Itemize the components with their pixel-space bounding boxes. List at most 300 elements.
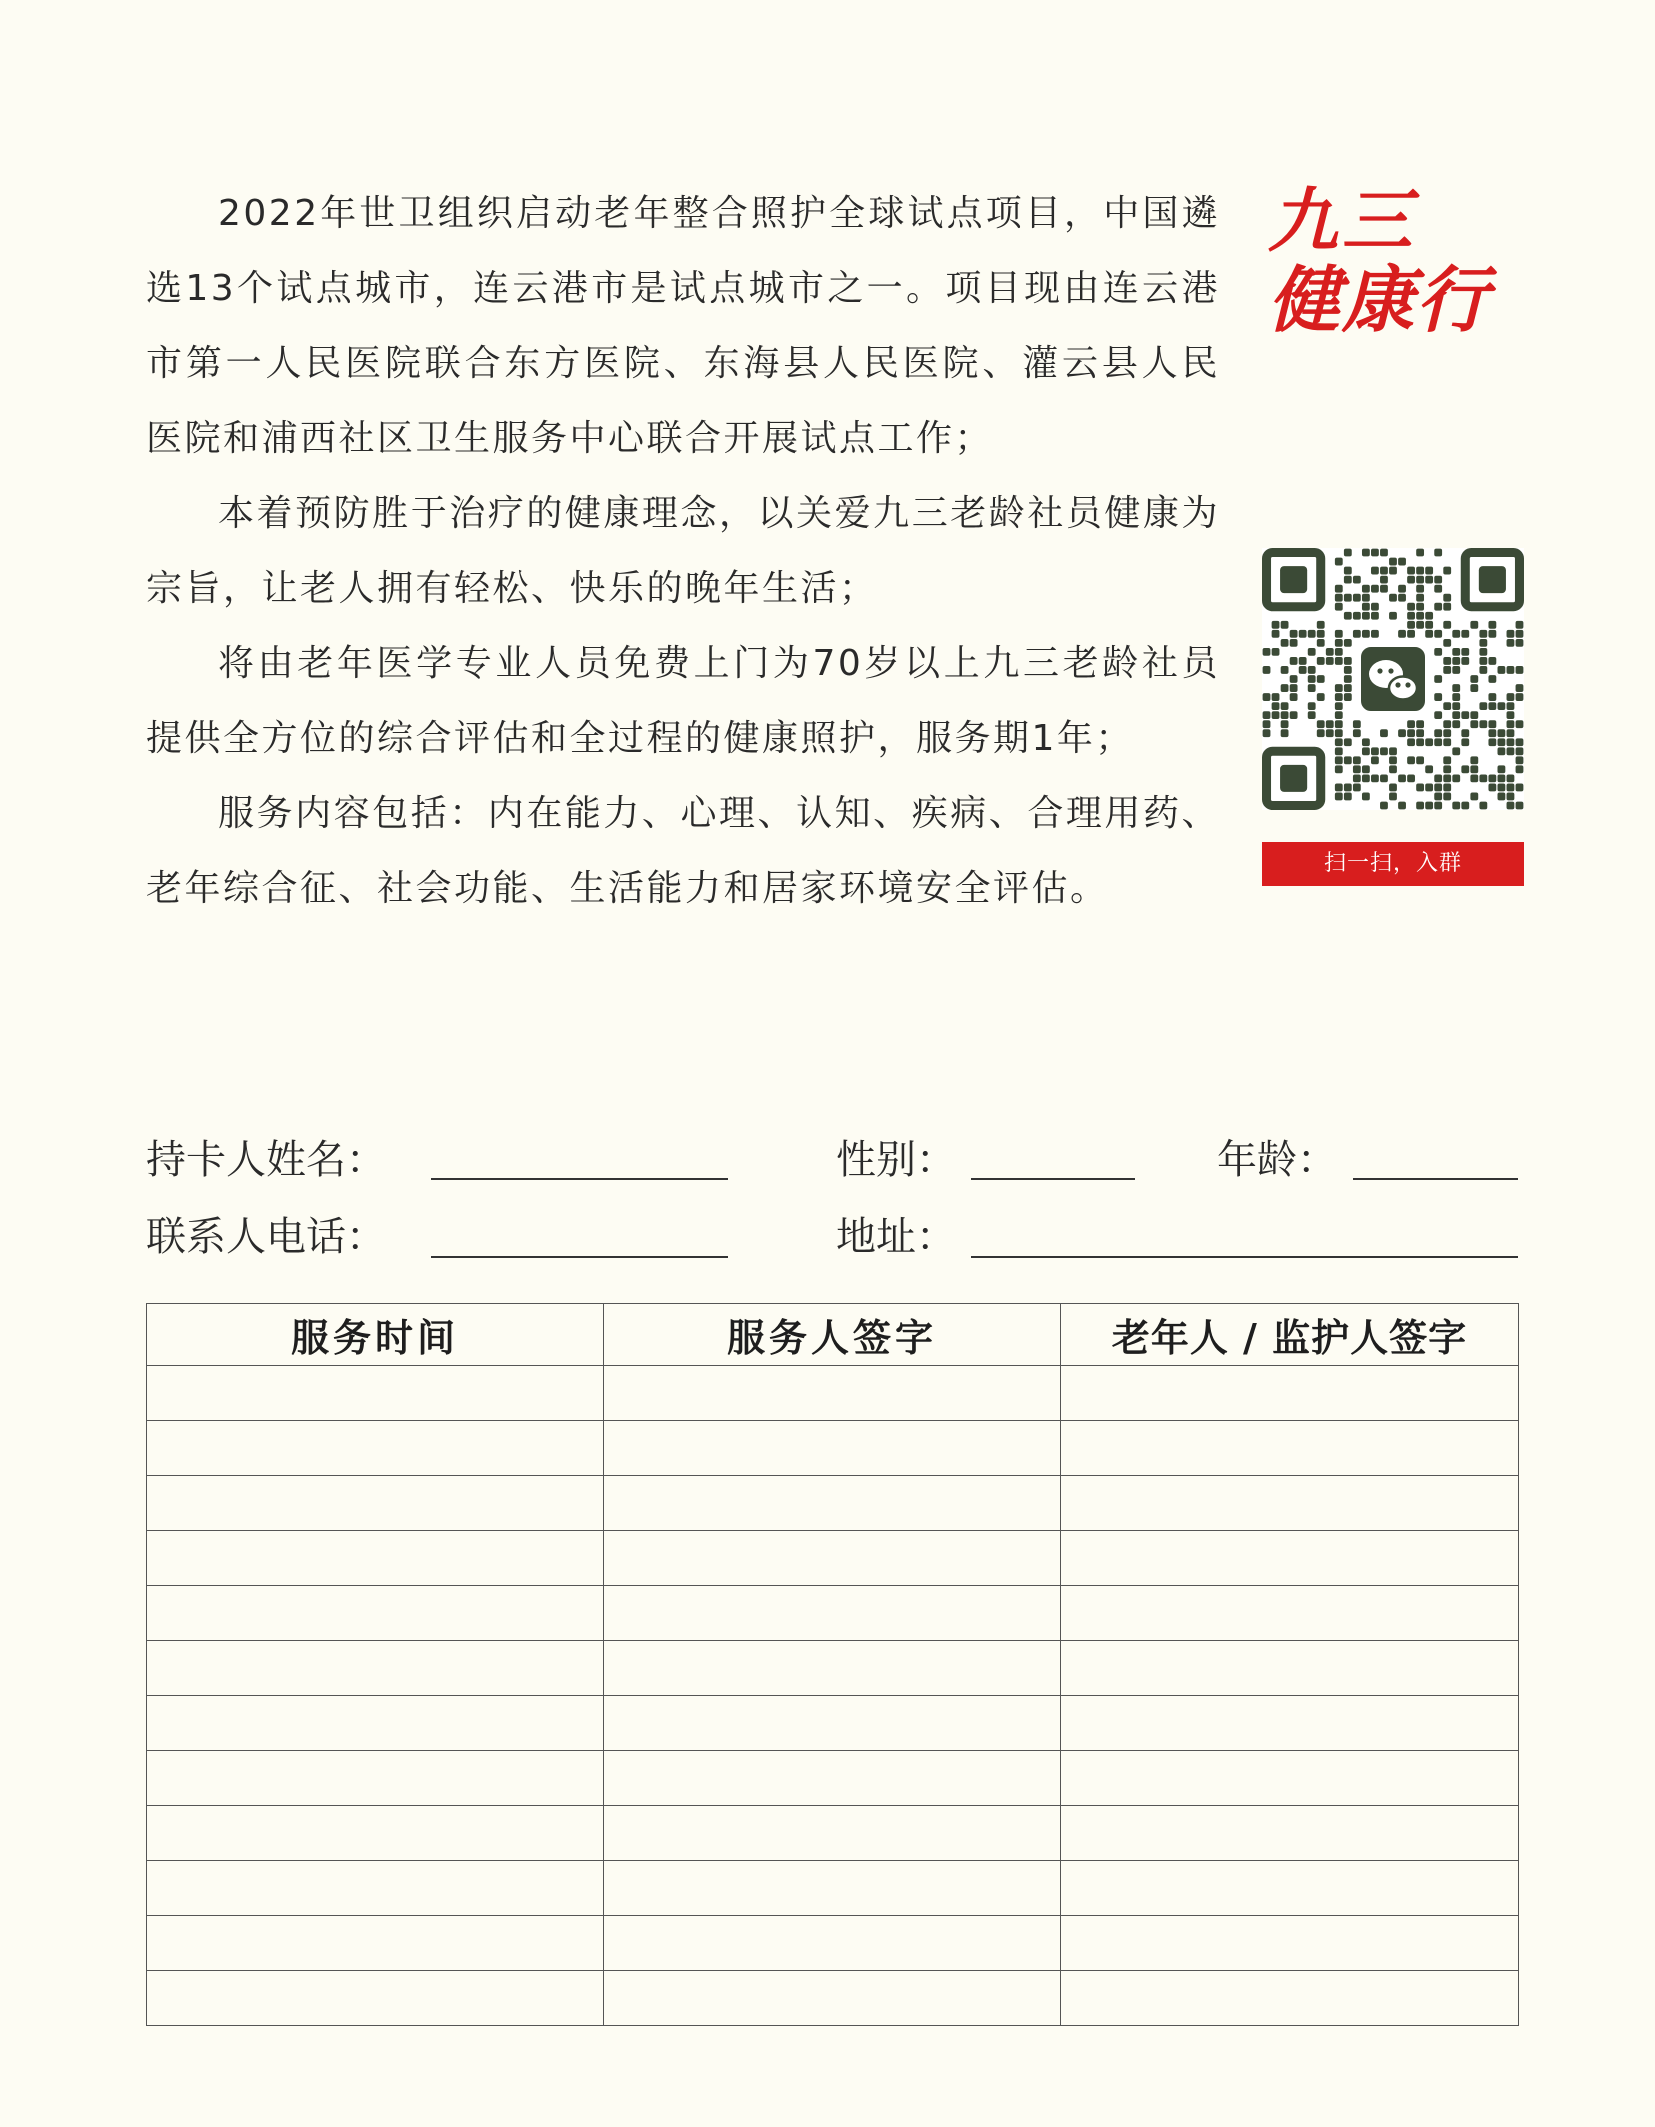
qr-module bbox=[1344, 738, 1352, 746]
qr-module bbox=[1425, 802, 1433, 810]
qr-module bbox=[1516, 630, 1524, 638]
qr-module bbox=[1407, 576, 1415, 584]
cardholder-name-label: 持卡人姓名： bbox=[146, 1137, 386, 1183]
qr-module bbox=[1317, 630, 1325, 638]
table-row bbox=[147, 1421, 1519, 1476]
qr-module bbox=[1425, 621, 1433, 629]
qr-module bbox=[1398, 594, 1406, 602]
provider-signature-cell[interactable] bbox=[604, 1916, 1061, 1971]
qr-module bbox=[1335, 765, 1343, 773]
qr-module bbox=[1398, 558, 1406, 566]
elder-signature-cell[interactable] bbox=[1061, 1916, 1519, 1971]
qr-module bbox=[1507, 720, 1515, 728]
elder-signature-cell[interactable] bbox=[1061, 1641, 1519, 1696]
qr-module bbox=[1407, 729, 1415, 737]
qr-module bbox=[1335, 738, 1343, 746]
table-row bbox=[147, 1971, 1519, 2026]
service-time-cell[interactable] bbox=[147, 1751, 604, 1806]
qr-module bbox=[1362, 747, 1370, 755]
qr-module bbox=[1326, 657, 1334, 665]
qr-module bbox=[1344, 612, 1352, 620]
contact-phone-label: 联系人电话： bbox=[146, 1214, 386, 1260]
table-row bbox=[147, 1751, 1519, 1806]
qr-module bbox=[1362, 612, 1370, 620]
qr-module bbox=[1290, 693, 1298, 701]
qr-module bbox=[1407, 756, 1415, 764]
qr-module bbox=[1317, 720, 1325, 728]
qr-module bbox=[1380, 774, 1388, 782]
qr-module bbox=[1335, 756, 1343, 764]
qr-module bbox=[1281, 711, 1289, 719]
qr-module bbox=[1362, 774, 1370, 782]
qr-module bbox=[1290, 711, 1298, 719]
qr-module bbox=[1443, 765, 1451, 773]
qr-module bbox=[1335, 684, 1343, 692]
qr-module bbox=[1344, 675, 1352, 683]
qr-module bbox=[1516, 693, 1524, 701]
qr-module bbox=[1461, 729, 1469, 737]
qr-module bbox=[1488, 621, 1496, 629]
qr-module bbox=[1470, 675, 1478, 683]
elder-signature-cell[interactable] bbox=[1061, 1586, 1519, 1641]
qr-module bbox=[1470, 774, 1478, 782]
qr-module bbox=[1507, 738, 1515, 746]
gender-label: 性别： bbox=[836, 1137, 956, 1183]
qr-module bbox=[1434, 711, 1442, 719]
qr-module bbox=[1344, 549, 1352, 557]
qr-module bbox=[1498, 765, 1506, 773]
qr-module bbox=[1335, 585, 1343, 593]
qr-module bbox=[1443, 657, 1451, 665]
qr-module bbox=[1479, 666, 1487, 674]
qr-module bbox=[1416, 720, 1424, 728]
qr-module bbox=[1498, 784, 1506, 792]
qr-module bbox=[1281, 666, 1289, 674]
qr-module bbox=[1470, 720, 1478, 728]
qr-module bbox=[1335, 711, 1343, 719]
qr-module bbox=[1452, 648, 1460, 656]
qr-module bbox=[1335, 720, 1343, 728]
qr-module bbox=[1434, 738, 1442, 746]
qr-module bbox=[1380, 585, 1388, 593]
qr-module bbox=[1353, 630, 1361, 638]
qr-module bbox=[1335, 693, 1343, 701]
qr-module bbox=[1470, 765, 1478, 773]
qr-module bbox=[1443, 621, 1451, 629]
qr-module bbox=[1488, 784, 1496, 792]
qr-module bbox=[1344, 639, 1352, 647]
qr-module bbox=[1452, 711, 1460, 719]
qr-module bbox=[1308, 711, 1316, 719]
qr-module bbox=[1434, 793, 1442, 801]
qr-module bbox=[1488, 702, 1496, 710]
qr-module bbox=[1317, 639, 1325, 647]
qr-module bbox=[1479, 720, 1487, 728]
age-field[interactable] bbox=[1353, 1178, 1518, 1180]
qr-module bbox=[1434, 630, 1442, 638]
qr-module bbox=[1290, 657, 1298, 665]
elder-signature-cell[interactable] bbox=[1061, 1366, 1519, 1421]
qr-module bbox=[1516, 784, 1524, 792]
qr-module bbox=[1290, 684, 1298, 692]
qr-module bbox=[1425, 738, 1433, 746]
qr-module bbox=[1407, 621, 1415, 629]
qr-module bbox=[1488, 738, 1496, 746]
qr-module bbox=[1371, 630, 1379, 638]
qr-module bbox=[1516, 747, 1524, 755]
qr-module bbox=[1416, 802, 1424, 810]
qr-module bbox=[1281, 684, 1289, 692]
qr-module bbox=[1389, 793, 1397, 801]
qr-module bbox=[1443, 738, 1451, 746]
qr-module bbox=[1326, 720, 1334, 728]
cardholder-name-field[interactable] bbox=[431, 1178, 728, 1180]
scan-banner: 扫一扫，入群 bbox=[1262, 842, 1524, 886]
qr-module bbox=[1326, 648, 1334, 656]
qr-module bbox=[1389, 765, 1397, 773]
qr-module bbox=[1416, 549, 1424, 557]
elder-signature-cell[interactable] bbox=[1061, 1971, 1519, 2026]
qr-module bbox=[1344, 567, 1352, 575]
qr-module bbox=[1308, 675, 1316, 683]
provider-signature-cell[interactable] bbox=[604, 1586, 1061, 1641]
qr-module bbox=[1488, 774, 1496, 782]
qr-finder-pattern bbox=[1267, 553, 1321, 607]
intro-paragraph: 将由老年医学专业人员免费上门为70岁以上九三老龄社员提供全方位的综合评估和全过程的健康照护，服务期1年； bbox=[146, 643, 1220, 759]
qr-module bbox=[1317, 675, 1325, 683]
service-time-cell[interactable] bbox=[147, 1586, 604, 1641]
qr-module bbox=[1317, 729, 1325, 737]
service-time-cell[interactable] bbox=[147, 1641, 604, 1696]
qr-module bbox=[1416, 603, 1424, 611]
qr-module bbox=[1335, 702, 1343, 710]
qr-module bbox=[1498, 738, 1506, 746]
qr-module bbox=[1407, 603, 1415, 611]
qr-module bbox=[1507, 729, 1515, 737]
qr-module bbox=[1344, 793, 1352, 801]
qr-module bbox=[1371, 756, 1379, 764]
provider-signature-cell[interactable] bbox=[604, 1861, 1061, 1916]
qr-module bbox=[1452, 630, 1460, 638]
qr-module bbox=[1335, 630, 1343, 638]
qr-module bbox=[1479, 702, 1487, 710]
qr-module bbox=[1416, 729, 1424, 737]
service-time-cell[interactable] bbox=[147, 1971, 604, 2026]
elder-signature-cell[interactable] bbox=[1061, 1696, 1519, 1751]
qr-module bbox=[1416, 756, 1424, 764]
qr-module bbox=[1434, 675, 1442, 683]
elder-signature-cell[interactable] bbox=[1061, 1421, 1519, 1476]
qr-module bbox=[1317, 657, 1325, 665]
provider-signature-cell[interactable] bbox=[604, 1366, 1061, 1421]
qr-module bbox=[1389, 567, 1397, 575]
qr-module bbox=[1488, 720, 1496, 728]
qr-module bbox=[1389, 612, 1397, 620]
qr-module bbox=[1461, 648, 1469, 656]
qr-module bbox=[1353, 774, 1361, 782]
qr-module bbox=[1425, 630, 1433, 638]
qr-module bbox=[1362, 765, 1370, 773]
qr-module bbox=[1281, 720, 1289, 728]
qr-module bbox=[1507, 693, 1515, 701]
qr-module bbox=[1479, 639, 1487, 647]
wechat-icon bbox=[1359, 645, 1427, 713]
provider-signature-cell[interactable] bbox=[604, 1421, 1061, 1476]
qr-module bbox=[1335, 558, 1343, 566]
qr-module bbox=[1317, 693, 1325, 701]
qr-module bbox=[1407, 738, 1415, 746]
service-time-cell[interactable] bbox=[147, 1916, 604, 1971]
qr-module bbox=[1416, 585, 1424, 593]
elder-signature-cell[interactable] bbox=[1061, 1751, 1519, 1806]
qr-module bbox=[1488, 693, 1496, 701]
qr-module bbox=[1516, 802, 1524, 810]
qr-module bbox=[1507, 793, 1515, 801]
qr-module bbox=[1263, 648, 1271, 656]
qr-module bbox=[1461, 630, 1469, 638]
qr-module bbox=[1443, 756, 1451, 764]
qr-module bbox=[1470, 711, 1478, 719]
qr-module bbox=[1516, 756, 1524, 764]
qr-module bbox=[1498, 793, 1506, 801]
qr-module bbox=[1434, 549, 1442, 557]
service-time-cell[interactable] bbox=[147, 1806, 604, 1861]
qr-module bbox=[1425, 784, 1433, 792]
qr-module bbox=[1380, 576, 1388, 584]
qr-module bbox=[1452, 802, 1460, 810]
qr-module bbox=[1461, 802, 1469, 810]
qr-module bbox=[1479, 774, 1487, 782]
qr-module bbox=[1299, 666, 1307, 674]
qr-module bbox=[1380, 567, 1388, 575]
qr-module bbox=[1425, 567, 1433, 575]
qr-module bbox=[1290, 630, 1298, 638]
qr-module bbox=[1398, 802, 1406, 810]
qr-module bbox=[1498, 702, 1506, 710]
table-body bbox=[147, 1366, 1519, 2026]
elder-signature-cell[interactable] bbox=[1061, 1861, 1519, 1916]
qr-module bbox=[1443, 774, 1451, 782]
qr-module bbox=[1507, 630, 1515, 638]
gender-field[interactable] bbox=[971, 1178, 1135, 1180]
qr-module bbox=[1281, 621, 1289, 629]
qr-module bbox=[1461, 657, 1469, 665]
qr-module bbox=[1290, 675, 1298, 683]
qr-module bbox=[1498, 666, 1506, 674]
qr-module bbox=[1398, 585, 1406, 593]
qr-module bbox=[1470, 793, 1478, 801]
table-row bbox=[147, 1476, 1519, 1531]
service-time-cell[interactable] bbox=[147, 1696, 604, 1751]
qr-module bbox=[1263, 693, 1271, 701]
qr-module bbox=[1380, 549, 1388, 557]
qr-module bbox=[1416, 576, 1424, 584]
qr-module bbox=[1443, 567, 1451, 575]
table-row bbox=[147, 1806, 1519, 1861]
qr-module bbox=[1434, 802, 1442, 810]
provider-signature-cell[interactable] bbox=[604, 1751, 1061, 1806]
qr-module bbox=[1507, 639, 1515, 647]
qr-module bbox=[1362, 738, 1370, 746]
qr-module bbox=[1443, 702, 1451, 710]
qr-module bbox=[1263, 666, 1271, 674]
qr-module bbox=[1516, 738, 1524, 746]
table-row bbox=[147, 1586, 1519, 1641]
qr-module bbox=[1479, 657, 1487, 665]
qr-module bbox=[1272, 693, 1280, 701]
qr-module bbox=[1443, 666, 1451, 674]
qr-module bbox=[1380, 802, 1388, 810]
qr-module bbox=[1443, 603, 1451, 611]
qr-module bbox=[1272, 711, 1280, 719]
qr-module bbox=[1380, 729, 1388, 737]
qr-module bbox=[1398, 774, 1406, 782]
qr-module bbox=[1335, 594, 1343, 602]
provider-signature-cell[interactable] bbox=[604, 1476, 1061, 1531]
qr-module bbox=[1507, 784, 1515, 792]
qr-module bbox=[1434, 648, 1442, 656]
age-label: 年龄： bbox=[1217, 1137, 1337, 1183]
qr-module bbox=[1434, 693, 1442, 701]
service-time-cell[interactable] bbox=[147, 1366, 604, 1421]
address-field[interactable] bbox=[971, 1256, 1518, 1258]
wechat-qr-code bbox=[1262, 548, 1524, 810]
qr-module bbox=[1308, 648, 1316, 656]
provider-signature-cell[interactable] bbox=[604, 1806, 1061, 1861]
qr-module bbox=[1362, 585, 1370, 593]
service-time-cell[interactable] bbox=[147, 1476, 604, 1531]
brand-line-1: 九三 bbox=[1268, 180, 1416, 262]
table-row bbox=[147, 1366, 1519, 1421]
qr-module bbox=[1317, 621, 1325, 629]
qr-module bbox=[1362, 793, 1370, 801]
qr-module bbox=[1488, 657, 1496, 665]
qr-module bbox=[1516, 666, 1524, 674]
qr-module bbox=[1416, 621, 1424, 629]
qr-module bbox=[1272, 648, 1280, 656]
qr-module bbox=[1470, 684, 1478, 692]
qr-module bbox=[1272, 630, 1280, 638]
qr-module bbox=[1344, 576, 1352, 584]
qr-module bbox=[1398, 630, 1406, 638]
qr-module bbox=[1488, 675, 1496, 683]
qr-module bbox=[1498, 729, 1506, 737]
qr-module bbox=[1344, 594, 1352, 602]
qr-module bbox=[1452, 657, 1460, 665]
qr-module bbox=[1272, 702, 1280, 710]
qr-module bbox=[1407, 612, 1415, 620]
qr-module bbox=[1398, 729, 1406, 737]
qr-module bbox=[1281, 702, 1289, 710]
provider-signature-cell[interactable] bbox=[604, 1696, 1061, 1751]
header-service-time: 服务时间 bbox=[147, 1304, 604, 1366]
qr-module bbox=[1434, 576, 1442, 584]
qr-module bbox=[1371, 747, 1379, 755]
elder-signature-cell[interactable] bbox=[1061, 1531, 1519, 1586]
qr-module bbox=[1507, 711, 1515, 719]
service-time-cell[interactable] bbox=[147, 1531, 604, 1586]
qr-module bbox=[1498, 747, 1506, 755]
qr-module bbox=[1516, 684, 1524, 692]
qr-module bbox=[1344, 657, 1352, 665]
qr-module bbox=[1290, 639, 1298, 647]
qr-module bbox=[1371, 774, 1379, 782]
qr-module bbox=[1299, 657, 1307, 665]
qr-module bbox=[1335, 793, 1343, 801]
qr-module bbox=[1308, 630, 1316, 638]
qr-module bbox=[1434, 729, 1442, 737]
qr-module bbox=[1507, 774, 1515, 782]
qr-module bbox=[1362, 603, 1370, 611]
qr-module bbox=[1380, 747, 1388, 755]
table-row bbox=[147, 1916, 1519, 1971]
table-row bbox=[147, 1641, 1519, 1696]
qr-module bbox=[1452, 666, 1460, 674]
qr-module bbox=[1344, 666, 1352, 674]
qr-module bbox=[1443, 784, 1451, 792]
qr-module bbox=[1425, 765, 1433, 773]
qr-module bbox=[1479, 802, 1487, 810]
qr-module bbox=[1461, 765, 1469, 773]
qr-module bbox=[1281, 729, 1289, 737]
elder-signature-cell[interactable] bbox=[1061, 1806, 1519, 1861]
qr-module bbox=[1344, 756, 1352, 764]
qr-module bbox=[1434, 774, 1442, 782]
qr-module bbox=[1507, 802, 1515, 810]
qr-module bbox=[1344, 693, 1352, 701]
table-row bbox=[147, 1861, 1519, 1916]
qr-module bbox=[1516, 639, 1524, 647]
qr-module bbox=[1344, 784, 1352, 792]
qr-module bbox=[1479, 630, 1487, 638]
qr-module bbox=[1371, 603, 1379, 611]
qr-module bbox=[1443, 793, 1451, 801]
qr-module bbox=[1407, 774, 1415, 782]
qr-module bbox=[1362, 630, 1370, 638]
qr-module bbox=[1353, 720, 1361, 728]
provider-signature-cell[interactable] bbox=[604, 1531, 1061, 1586]
qr-module bbox=[1353, 756, 1361, 764]
qr-module bbox=[1416, 594, 1424, 602]
table-header-row bbox=[147, 1304, 1519, 1366]
qr-module bbox=[1452, 693, 1460, 701]
qr-module bbox=[1507, 747, 1515, 755]
qr-module bbox=[1425, 576, 1433, 584]
qr-module bbox=[1389, 558, 1397, 566]
qr-module bbox=[1353, 729, 1361, 737]
qr-module bbox=[1507, 666, 1515, 674]
contact-phone-field[interactable] bbox=[431, 1256, 728, 1258]
table-row bbox=[147, 1696, 1519, 1751]
qr-module bbox=[1353, 765, 1361, 773]
qr-module bbox=[1335, 657, 1343, 665]
qr-module bbox=[1516, 720, 1524, 728]
qr-module bbox=[1407, 630, 1415, 638]
qr-module bbox=[1461, 738, 1469, 746]
service-time-cell[interactable] bbox=[147, 1421, 604, 1476]
qr-module bbox=[1498, 774, 1506, 782]
qr-module bbox=[1443, 720, 1451, 728]
provider-signature-cell[interactable] bbox=[604, 1641, 1061, 1696]
qr-module bbox=[1308, 702, 1316, 710]
qr-module bbox=[1407, 720, 1415, 728]
elder-signature-cell[interactable] bbox=[1061, 1476, 1519, 1531]
qr-module bbox=[1308, 684, 1316, 692]
service-time-cell[interactable] bbox=[147, 1861, 604, 1916]
qr-module bbox=[1461, 711, 1469, 719]
provider-signature-cell[interactable] bbox=[604, 1971, 1061, 2026]
qr-module bbox=[1299, 630, 1307, 638]
